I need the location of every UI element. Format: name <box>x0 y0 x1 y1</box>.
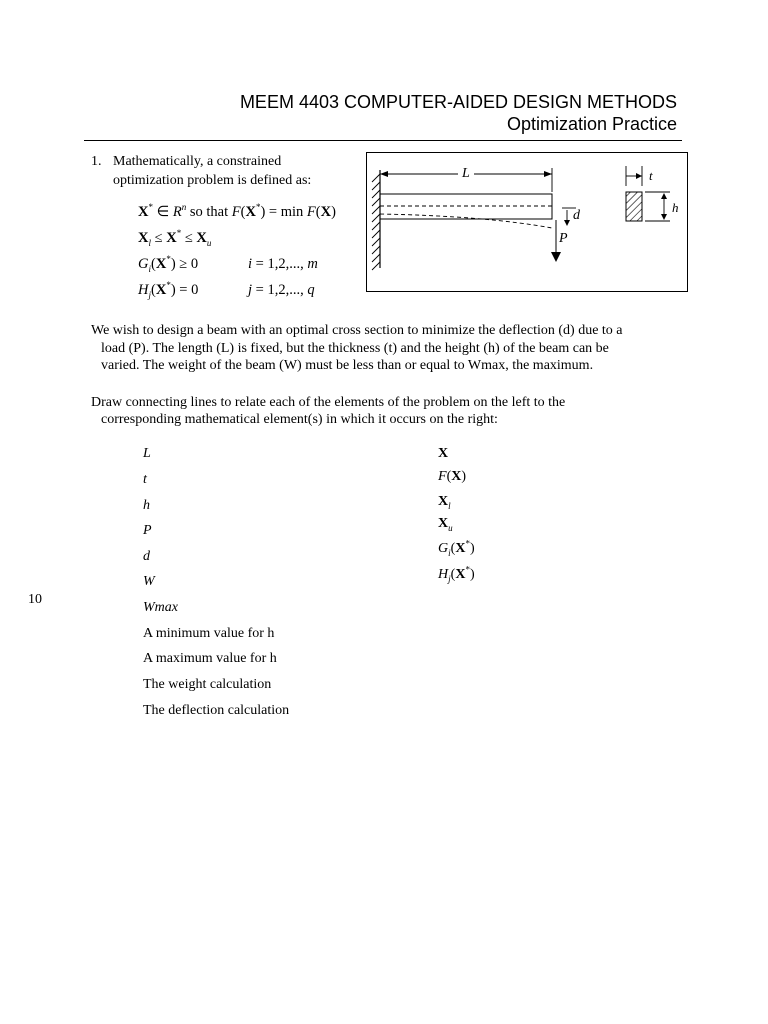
paragraph1-line2: load (P). The length (L) is fixed, but the thickness (t) and the height (h) of the beam can be <box>101 341 609 356</box>
figure-frame <box>367 153 688 292</box>
wall-hatch <box>372 174 380 270</box>
problem-intro-line2: optimization problem is defined as: <box>113 173 312 188</box>
formula-inequality-index: i = 1,2,..., m <box>248 256 318 272</box>
label-load: P <box>559 231 568 246</box>
formula-optimum: X* ∈ $R^n$ so that F(X*) = min F(X) <box>138 202 336 220</box>
deflected-shape <box>380 214 552 228</box>
label-length: L <box>462 166 470 181</box>
left-item-W: W <box>143 574 155 589</box>
left-item-h: h <box>143 498 150 513</box>
left-item-P: P <box>143 523 152 538</box>
label-height: h <box>672 200 679 215</box>
points-value: 10 <box>28 592 42 607</box>
left-item-weight-calc: The weight calculation <box>143 677 272 692</box>
formula-equality-index: j = 1,2,..., q <box>248 282 315 298</box>
beam-figure <box>366 152 688 299</box>
right-item-F: F(X) <box>438 469 467 484</box>
left-item-deflection-calc: The deflection calculation <box>143 703 290 718</box>
document-title: MEEM 4403 COMPUTER-AIDED DESIGN METHODS <box>239 92 677 112</box>
label-thickness: t <box>649 168 653 183</box>
header-rule <box>84 140 682 141</box>
document-subtitle: Optimization Practice <box>506 114 677 134</box>
formula-inequality: $G_i(X^*) \ge 0$ <box>138 254 199 274</box>
left-item-d: d <box>143 549 150 564</box>
paragraph1-line3: varied. The weight of the beam (W) must be less than or equal to Wmax, the maximum. <box>101 358 594 373</box>
beam <box>380 194 552 219</box>
problem-number: 1. <box>91 154 102 169</box>
paragraph2-line2: corresponding mathematical element(s) in which it occurs on the right: <box>101 412 498 427</box>
left-item-t: t <box>143 472 147 487</box>
paragraph1-line1: We wish to design a beam with an optimal cross section to minimize the deflection (d) due to a <box>91 323 623 338</box>
right-item-G: $G_i(X^*)$ <box>438 538 475 558</box>
problem-intro-line1: Mathematically, a constrained <box>113 154 282 169</box>
cross-section <box>626 192 642 221</box>
paragraph2-line1: Draw connecting lines to relate each of the elements of the problem on the left to the <box>91 395 566 410</box>
formula-equality: $H_j(X^*) = 0$ <box>138 280 199 300</box>
left-item-max-h: A maximum value for h <box>143 651 277 666</box>
right-item-Xl: $X_l$ <box>438 494 451 511</box>
right-item-H: $H_j(X^*)$ <box>438 564 475 584</box>
right-item-X: X <box>438 446 449 461</box>
left-item-min-h: A minimum value for h <box>143 626 275 641</box>
left-item-Wmax: Wmax <box>143 600 178 615</box>
left-item-L: L <box>143 446 151 461</box>
label-deflection: d <box>573 208 580 223</box>
formula-bounds: $X_l \le X^* \le X_u$ <box>138 228 212 248</box>
right-item-Xu: $X_u$ <box>438 516 453 533</box>
